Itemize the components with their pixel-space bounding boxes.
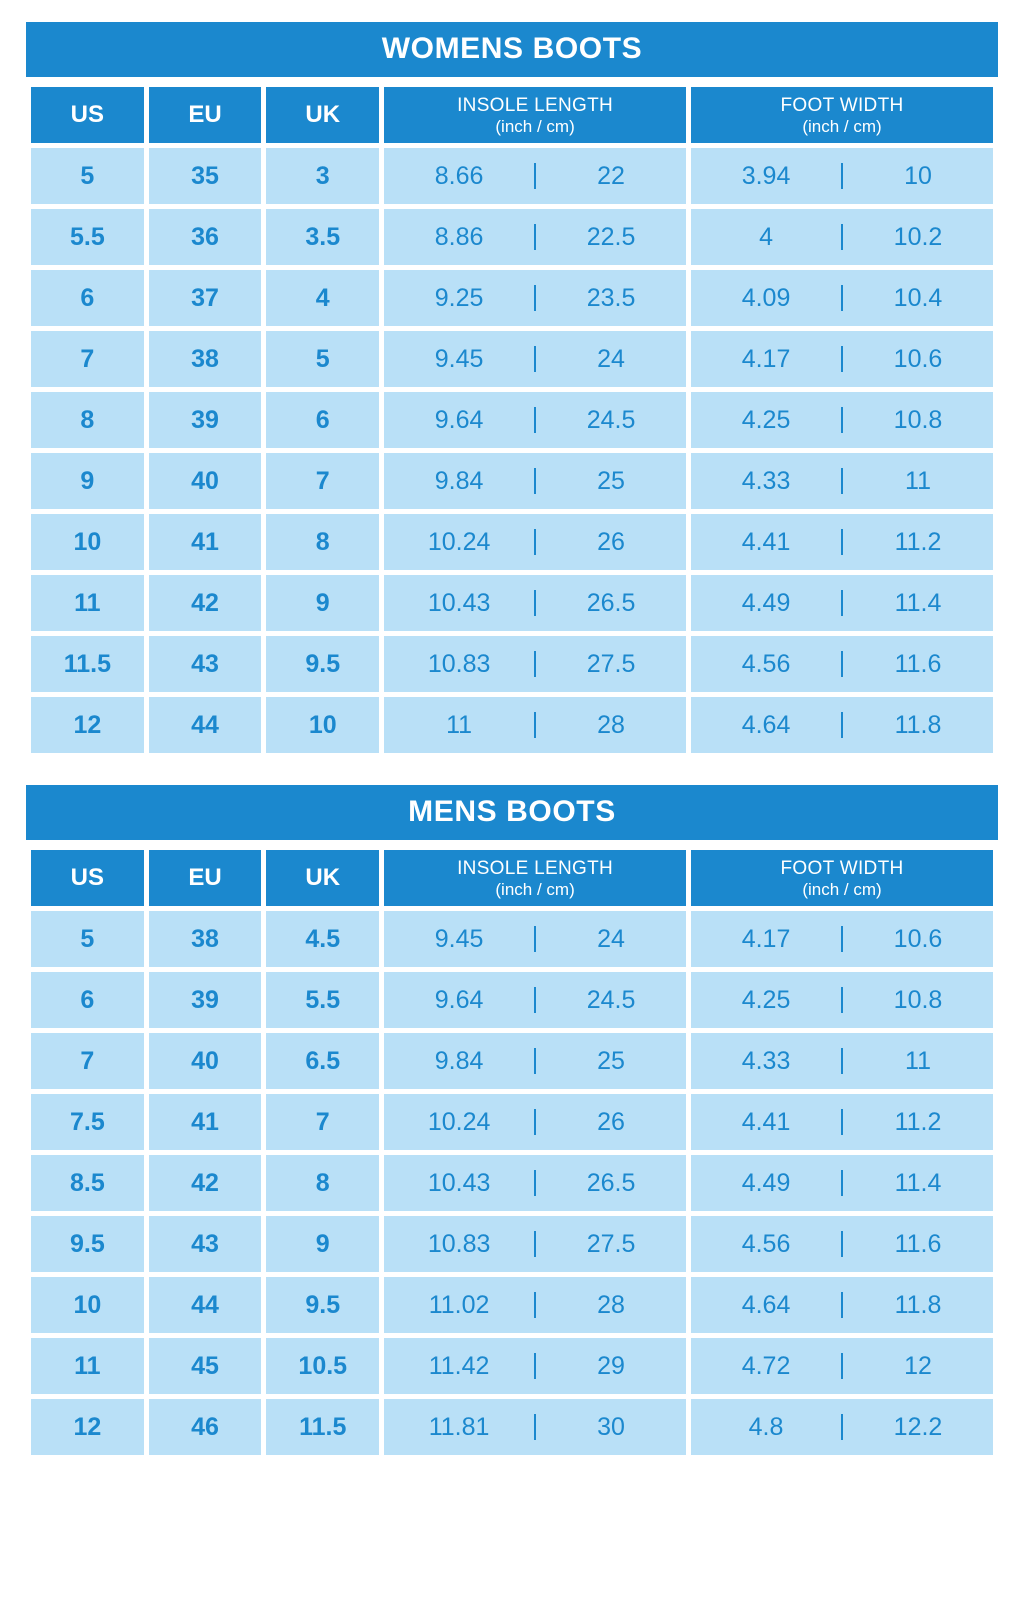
cell-foot-width — [691, 392, 993, 448]
cell-us: 6 — [31, 270, 144, 326]
cell-uk: 10.5 — [266, 1338, 379, 1394]
insole-length-cm: 25 — [597, 1046, 625, 1075]
cell-insole-length — [384, 1094, 686, 1150]
cell-insole-length — [384, 514, 686, 570]
insole-length-cm: 26.5 — [586, 1168, 636, 1197]
foot-width-inch: 4.56 — [741, 1229, 791, 1258]
cell-uk: 3 — [266, 148, 379, 204]
cell-foot-width — [691, 209, 993, 265]
cell-insole-length — [384, 1399, 686, 1455]
cell-us: 12 — [31, 697, 144, 753]
insole-length-inch: 8.66 — [434, 161, 484, 190]
cell-eu: 43 — [149, 636, 262, 692]
cell-foot-width — [691, 1216, 993, 1272]
cell-foot-width — [691, 270, 993, 326]
table-header-row — [31, 850, 993, 906]
cell-eu: 40 — [149, 1033, 262, 1089]
column-header-foot-width-label: FOOT WIDTH — [780, 857, 904, 879]
insole-length-cm: 26 — [597, 1107, 625, 1136]
foot-width-cm: 11.2 — [894, 527, 942, 556]
cell-us: 10 — [31, 1277, 144, 1333]
cell-us: 9 — [31, 453, 144, 509]
insole-length-cm: 26.5 — [586, 588, 636, 617]
cell-us: 12 — [31, 1399, 144, 1455]
foot-width-cm: 11.4 — [894, 588, 942, 617]
cell-uk: 4.5 — [266, 911, 379, 967]
insole-length-inch: 11.81 — [428, 1412, 490, 1441]
table-row — [31, 392, 993, 448]
womens-boots-table — [26, 82, 998, 758]
cell-foot-width — [691, 453, 993, 509]
cell-eu: 43 — [149, 1216, 262, 1272]
cell-eu: 45 — [149, 1338, 262, 1394]
cell-uk: 9 — [266, 1216, 379, 1272]
cell-us: 11 — [31, 575, 144, 631]
cell-eu: 41 — [149, 514, 262, 570]
cell-foot-width — [691, 911, 993, 967]
cell-eu: 38 — [149, 911, 262, 967]
cell-eu: 41 — [149, 1094, 262, 1150]
cell-us: 7 — [31, 331, 144, 387]
cell-uk: 6.5 — [266, 1033, 379, 1089]
cell-foot-width — [691, 1338, 993, 1394]
column-header-eu: EU — [149, 87, 262, 143]
cell-uk: 10 — [266, 697, 379, 753]
mens-boots-title: MENS BOOTS — [26, 785, 998, 840]
foot-width-cm: 10 — [904, 161, 932, 190]
table-row — [31, 1277, 993, 1333]
table-row — [31, 209, 993, 265]
insole-length-inch: 10.43 — [427, 588, 491, 617]
foot-width-inch: 4.56 — [741, 649, 791, 678]
table-row — [31, 911, 993, 967]
table-row — [31, 1155, 993, 1211]
table-row — [31, 636, 993, 692]
cell-uk: 7 — [266, 1094, 379, 1150]
foot-width-cm: 11 — [905, 1046, 931, 1075]
cell-uk: 6 — [266, 392, 379, 448]
cell-uk: 3.5 — [266, 209, 379, 265]
cell-insole-length — [384, 1033, 686, 1089]
foot-width-inch: 4.25 — [741, 405, 791, 434]
foot-width-cm: 10.8 — [893, 405, 943, 434]
insole-length-inch: 10.83 — [427, 649, 491, 678]
cell-insole-length — [384, 911, 686, 967]
insole-length-cm: 25 — [597, 466, 625, 495]
foot-width-inch: 4.17 — [741, 924, 791, 953]
foot-width-inch: 4.49 — [741, 1168, 791, 1197]
insole-length-inch: 10.24 — [427, 527, 491, 556]
foot-width-cm: 10.6 — [893, 924, 943, 953]
cell-uk: 7 — [266, 453, 379, 509]
table-row — [31, 697, 993, 753]
cell-uk: 5.5 — [266, 972, 379, 1028]
cell-us: 5.5 — [31, 209, 144, 265]
cell-foot-width — [691, 1033, 993, 1089]
cell-eu: 37 — [149, 270, 262, 326]
cell-insole-length — [384, 209, 686, 265]
insole-length-inch: 10.43 — [427, 1168, 491, 1197]
cell-foot-width — [691, 972, 993, 1028]
table-row — [31, 270, 993, 326]
table-row — [31, 1094, 993, 1150]
cell-eu: 39 — [149, 972, 262, 1028]
cell-us: 10 — [31, 514, 144, 570]
table-row — [31, 1399, 993, 1455]
insole-length-inch: 9.25 — [434, 283, 484, 312]
cell-eu: 44 — [149, 1277, 262, 1333]
insole-length-cm: 22.5 — [586, 222, 636, 251]
cell-eu: 46 — [149, 1399, 262, 1455]
insole-length-cm: 23.5 — [586, 283, 636, 312]
womens-boots-chart — [26, 22, 998, 758]
foot-width-cm: 11.8 — [894, 710, 942, 739]
column-header-foot-width — [691, 87, 993, 143]
cell-us: 5 — [31, 911, 144, 967]
insole-length-cm: 27.5 — [586, 1229, 636, 1258]
womens-boots-title: WOMENS BOOTS — [26, 22, 998, 77]
foot-width-cm: 11.2 — [894, 1107, 942, 1136]
cell-insole-length — [384, 453, 686, 509]
cell-uk: 8 — [266, 514, 379, 570]
cell-foot-width — [691, 514, 993, 570]
column-header-us: US — [31, 87, 144, 143]
cell-insole-length — [384, 148, 686, 204]
table-row — [31, 331, 993, 387]
insole-length-cm: 29 — [597, 1351, 625, 1380]
cell-insole-length — [384, 392, 686, 448]
insole-length-inch: 11.02 — [428, 1290, 490, 1319]
foot-width-inch: 4.09 — [741, 283, 791, 312]
cell-foot-width — [691, 636, 993, 692]
insole-length-cm: 28 — [597, 710, 625, 739]
foot-width-inch: 3.94 — [741, 161, 791, 190]
mens-boots-chart — [26, 785, 998, 1460]
insole-length-cm: 24.5 — [586, 985, 636, 1014]
mens-boots-table — [26, 845, 998, 1460]
cell-uk: 9 — [266, 575, 379, 631]
insole-length-inch: 10.24 — [427, 1107, 491, 1136]
foot-width-inch: 4 — [759, 222, 773, 251]
foot-width-inch: 4.17 — [741, 344, 791, 373]
foot-width-inch: 4.64 — [741, 1290, 791, 1319]
cell-us: 9.5 — [31, 1216, 144, 1272]
insole-length-inch: 9.84 — [434, 466, 484, 495]
insole-length-inch: 11.42 — [428, 1351, 490, 1380]
foot-width-cm: 11.6 — [894, 1229, 942, 1258]
cell-us: 8 — [31, 392, 144, 448]
insole-length-cm: 22 — [597, 161, 625, 190]
column-header-uk: UK — [266, 850, 379, 906]
cell-insole-length — [384, 972, 686, 1028]
foot-width-inch: 4.8 — [748, 1412, 784, 1441]
foot-width-inch: 4.72 — [741, 1351, 791, 1380]
column-header-insole-length — [384, 850, 686, 906]
column-header-us: US — [31, 850, 144, 906]
cell-foot-width — [691, 331, 993, 387]
cell-foot-width — [691, 1155, 993, 1211]
cell-uk: 9.5 — [266, 636, 379, 692]
table-row — [31, 1216, 993, 1272]
foot-width-cm: 11.6 — [894, 649, 942, 678]
column-header-foot-width-units: (inch / cm) — [802, 116, 882, 136]
foot-width-cm: 11.8 — [894, 1290, 942, 1319]
table-header-row — [31, 87, 993, 143]
insole-length-cm: 24 — [597, 344, 625, 373]
cell-foot-width — [691, 1399, 993, 1455]
cell-insole-length — [384, 575, 686, 631]
foot-width-cm: 12 — [904, 1351, 932, 1380]
cell-uk: 11.5 — [266, 1399, 379, 1455]
cell-foot-width — [691, 575, 993, 631]
cell-eu: 42 — [149, 1155, 262, 1211]
cell-uk: 5 — [266, 331, 379, 387]
table-row — [31, 1033, 993, 1089]
column-header-foot-width-label: FOOT WIDTH — [780, 94, 904, 116]
table-row — [31, 148, 993, 204]
column-header-insole-length-label: INSOLE LENGTH — [457, 94, 614, 116]
cell-foot-width — [691, 1277, 993, 1333]
insole-length-inch: 9.64 — [434, 985, 484, 1014]
insole-length-cm: 26 — [597, 527, 625, 556]
insole-length-cm: 30 — [597, 1412, 625, 1441]
foot-width-cm: 10.8 — [893, 985, 943, 1014]
cell-insole-length — [384, 1277, 686, 1333]
foot-width-cm: 10.2 — [893, 222, 943, 251]
cell-insole-length — [384, 270, 686, 326]
foot-width-cm: 10.6 — [893, 344, 943, 373]
cell-insole-length — [384, 1338, 686, 1394]
cell-us: 7.5 — [31, 1094, 144, 1150]
insole-length-inch: 9.45 — [434, 344, 484, 373]
column-header-insole-length — [384, 87, 686, 143]
foot-width-cm: 11.4 — [894, 1168, 942, 1197]
insole-length-cm: 24.5 — [586, 405, 636, 434]
column-header-insole-length-units: (inch / cm) — [495, 879, 575, 899]
column-header-uk: UK — [266, 87, 379, 143]
cell-insole-length — [384, 636, 686, 692]
cell-insole-length — [384, 1155, 686, 1211]
foot-width-cm: 10.4 — [893, 283, 943, 312]
insole-length-cm: 27.5 — [586, 649, 636, 678]
cell-eu: 36 — [149, 209, 262, 265]
cell-us: 8.5 — [31, 1155, 144, 1211]
foot-width-cm: 12.2 — [893, 1412, 943, 1441]
foot-width-inch: 4.33 — [741, 1046, 791, 1075]
foot-width-inch: 4.25 — [741, 985, 791, 1014]
column-header-foot-width-units: (inch / cm) — [802, 879, 882, 899]
cell-uk: 8 — [266, 1155, 379, 1211]
insole-length-inch: 8.86 — [434, 222, 484, 251]
foot-width-inch: 4.41 — [741, 527, 791, 556]
insole-length-cm: 24 — [597, 924, 625, 953]
table-row — [31, 575, 993, 631]
insole-length-inch: 9.84 — [434, 1046, 484, 1075]
foot-width-inch: 4.49 — [741, 588, 791, 617]
table-row — [31, 1338, 993, 1394]
column-header-insole-length-label: INSOLE LENGTH — [457, 857, 614, 879]
cell-us: 7 — [31, 1033, 144, 1089]
cell-foot-width — [691, 697, 993, 753]
cell-us: 6 — [31, 972, 144, 1028]
cell-us: 11.5 — [31, 636, 144, 692]
cell-uk: 9.5 — [266, 1277, 379, 1333]
cell-eu: 42 — [149, 575, 262, 631]
foot-width-inch: 4.41 — [741, 1107, 791, 1136]
insole-length-inch: 10.83 — [427, 1229, 491, 1258]
insole-length-inch: 9.64 — [434, 405, 484, 434]
column-header-foot-width — [691, 850, 993, 906]
cell-insole-length — [384, 331, 686, 387]
column-header-eu: EU — [149, 850, 262, 906]
table-row — [31, 972, 993, 1028]
column-header-insole-length-units: (inch / cm) — [495, 116, 575, 136]
cell-eu: 38 — [149, 331, 262, 387]
insole-length-inch: 11 — [446, 710, 473, 739]
cell-insole-length — [384, 1216, 686, 1272]
insole-length-inch: 9.45 — [434, 924, 484, 953]
cell-eu: 44 — [149, 697, 262, 753]
cell-eu: 40 — [149, 453, 262, 509]
cell-uk: 4 — [266, 270, 379, 326]
foot-width-cm: 11 — [905, 466, 931, 495]
cell-insole-length — [384, 697, 686, 753]
foot-width-inch: 4.33 — [741, 466, 791, 495]
cell-foot-width — [691, 1094, 993, 1150]
foot-width-inch: 4.64 — [741, 710, 791, 739]
cell-foot-width — [691, 148, 993, 204]
insole-length-cm: 28 — [597, 1290, 625, 1319]
table-row — [31, 514, 993, 570]
cell-eu: 35 — [149, 148, 262, 204]
cell-us: 5 — [31, 148, 144, 204]
cell-us: 11 — [31, 1338, 144, 1394]
table-row — [31, 453, 993, 509]
cell-eu: 39 — [149, 392, 262, 448]
